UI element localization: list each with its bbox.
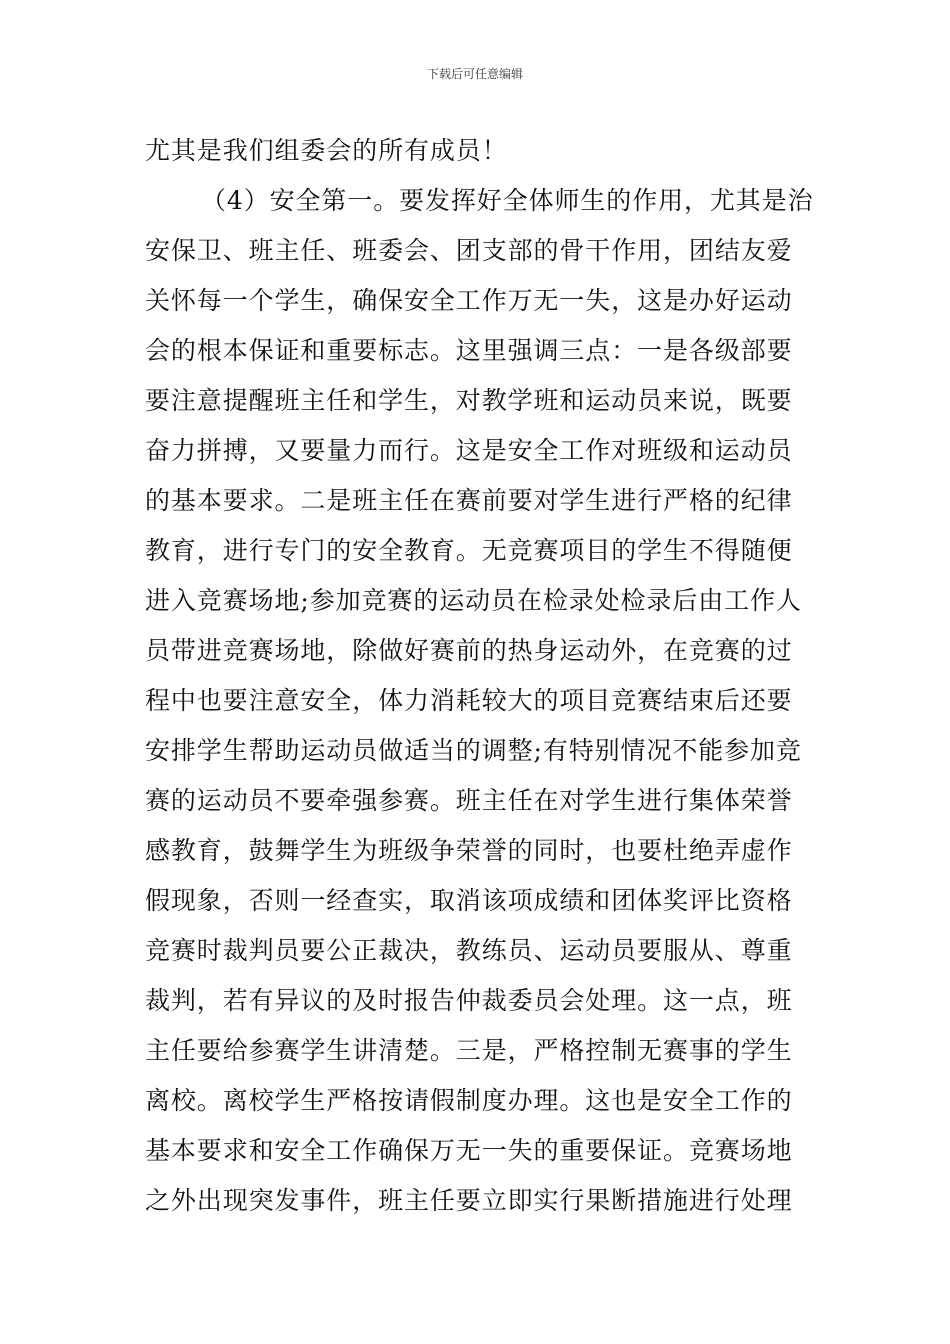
text-line: 裁判，若有异议的及时报告仲裁委员会处理。这一点，班	[145, 986, 793, 1015]
text-line: 的基本要求。二是班主任在赛前要对学生进行严格的纪律	[145, 486, 793, 515]
text-line: 安保卫、班主任、班委会、团支部的骨干作用，团结友爱	[145, 236, 793, 265]
text-line: 员带进竞赛场地，除做好赛前的热身运动外，在竞赛的过	[145, 636, 793, 665]
text-line: 基本要求和安全工作确保万无一失的重要保证。竞赛场地	[145, 1136, 793, 1165]
paragraph-start-line: （4）安全第一。要发挥好全体师生的作用，尤其是治	[201, 186, 814, 215]
page-header: 下载后可任意编辑	[426, 67, 523, 81]
text-line: 关怀每一个学生，确保安全工作万无一失，这是办好运动	[145, 286, 793, 315]
text-line: 奋力拼搏，又要量力而行。这是安全工作对班级和运动员	[145, 436, 793, 465]
text-line: 程中也要注意安全，体力消耗较大的项目竞赛结束后还要	[145, 686, 793, 715]
text-line: 安排学生帮助运动员做适当的调整;有特别情况不能参加竞	[145, 736, 802, 765]
text-line: 感教育，鼓舞学生为班级争荣誉的同时，也要杜绝弄虚作	[145, 836, 793, 865]
text-line: 会的根本保证和重要标志。这里强调三点：一是各级部要	[145, 336, 793, 365]
text-line: 假现象，否则一经查实，取消该项成绩和团体奖评比资格	[145, 886, 793, 915]
text-line: 进入竞赛场地;参加竞赛的运动员在检录处检录后由工作人	[145, 586, 802, 615]
text-line: 教育，进行专门的安全教育。无竞赛项目的学生不得随便	[145, 536, 793, 565]
text-line: 尤其是我们组委会的所有成员！	[145, 136, 508, 165]
text-line: 要注意提醒班主任和学生，对教学班和运动员来说，既要	[145, 386, 793, 415]
text-line: 竞赛时裁判员要公正裁决，教练员、运动员要服从、尊重	[145, 936, 793, 965]
text-line: 之外出现突发事件，班主任要立即实行果断措施进行处理	[145, 1186, 793, 1215]
text-line: 赛的运动员不要牵强参赛。班主任在对学生进行集体荣誉	[145, 786, 793, 815]
text-line: 主任要给参赛学生讲清楚。三是，严格控制无赛事的学生	[145, 1036, 793, 1065]
text-line: 离校。离校学生严格按请假制度办理。这也是安全工作的	[145, 1086, 793, 1115]
document-body	[145, 126, 815, 1226]
